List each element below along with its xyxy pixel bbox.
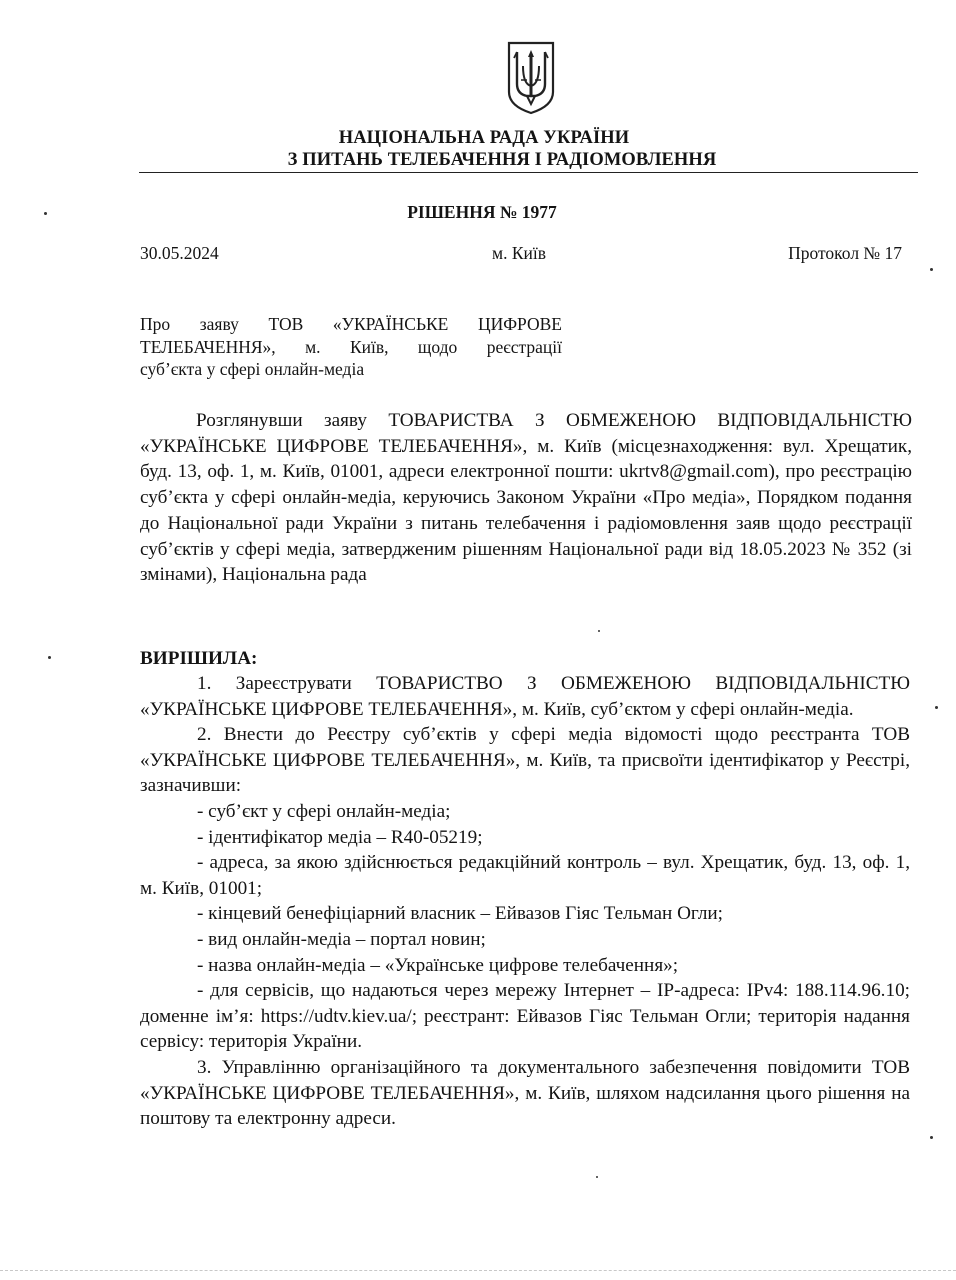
decision-subject	[140, 313, 562, 381]
header-divider	[139, 172, 918, 173]
registry-detail-item: - вид онлайн-медіа – портал новин;	[197, 928, 486, 950]
resolution-item-3: 3. Управлінню організаційного та документального забезпечення повідомити ТОВ «УКРАЇНСЬКЕ ЦИФРОВЕ ТЕЛЕБАЧЕННЯ», м. Київ, шляхом надсилання цього рішення на поштову та електронну адреси.	[140, 1056, 910, 1130]
scan-speck	[48, 656, 51, 659]
decision-title: РІШЕННЯ № 1977	[407, 202, 557, 222]
resolution-item-1: 1. Зареєструвати ТОВАРИСТВО З ОБМЕЖЕНОЮ ВІДПОВІДАЛЬНІСТЮ «УКРАЇНСЬКЕ ЦИФРОВЕ ТЕЛЕБАЧЕННЯ», м. Київ, суб’єктом у сфері онлайн-медіа.	[140, 673, 910, 720]
registry-detail-item: - адреса, за якою здійснюється редакційний контроль – вул. Хрещатик, буд. 13, оф. 1, м. Київ, 01001;	[140, 852, 910, 899]
subject-line: Про заяву ТОВ «УКРАЇНСЬКЕ ЦИФРОВЕ	[140, 314, 562, 334]
decision-city: м. Київ	[492, 243, 546, 263]
scan-speck	[935, 706, 938, 709]
protocol-number: Протокол № 17	[788, 243, 902, 263]
scan-speck	[598, 630, 600, 632]
scan-speck	[596, 1176, 598, 1178]
preamble-paragraph: Розглянувши заяву ТОВАРИСТВА З ОБМЕЖЕНОЮ ВІДПОВІДАЛЬНІСТЮ «УКРАЇНСЬКЕ ЦИФРОВЕ ТЕЛЕБАЧЕННЯ», м. Київ (місцезнаходження: вул. Хрещатик, буд. 13, оф. 1, м. Київ, 01001, адреси електронної пошти: ukrtv8@gmail.com), про реєстрацію суб’єкта у сфері онлайн-медіа, керуючись Законом України «Про медіа», Порядком подання до Національної ради України з питань телебачення і радіомовлення заяв щодо реєстрації суб’єктів у сфері медіа, затвердженим рішенням Національної ради від 18.05.2023 № 352 (зі змінами), Національна рада	[140, 410, 912, 586]
registry-detail-item: - назва онлайн-медіа – «Українське цифрове телебачення»;	[197, 954, 679, 976]
decision-meta-row	[140, 243, 902, 267]
resolved-heading: ВИРІШИЛА:	[140, 648, 258, 669]
subject-line: ТЕЛЕБАЧЕННЯ», м. Київ, щодо реєстрації	[140, 336, 562, 357]
council-name-line1: НАЦІОНАЛЬНА РАДА УКРАЇНИ	[338, 128, 630, 148]
subject-line: суб’єкта у сфері онлайн-медіа	[140, 359, 365, 379]
resolution-item-2: 2. Внести до Реєстру суб’єктів у сфері медіа відомості щодо реєстранта ТОВ «УКРАЇНСЬКЕ ЦИФРОВЕ ТЕЛЕБАЧЕННЯ», м. Київ, та присвоїти ідентифікатор у Реєстрі, зазначивши:	[140, 724, 910, 797]
registry-detail-item: - для сервісів, що надаються через мережу Інтернет – IP-адреса: IPv4: 188.114.96.10; доменне ім’я: https://udtv.kiev.ua/; реєстрант: Ейвазов Гіяс Тельман Огли; територія надання сервісу: територія України.	[140, 980, 910, 1053]
decision-date: 30.05.2024	[140, 243, 219, 263]
trident-emblem-icon	[505, 40, 557, 116]
resolution-items	[140, 671, 910, 1132]
registry-detail-item: - ідентифікатор медіа – R40-05219;	[197, 826, 483, 848]
registry-detail-item: - кінцевий бенефіціарний власник – Ейвазов Гіяс Тельман Огли;	[197, 903, 724, 925]
registry-detail-item: - суб’єкт у сфері онлайн-медіа;	[197, 800, 451, 822]
scan-speck	[930, 268, 933, 271]
scan-speck	[44, 212, 47, 215]
scan-speck	[930, 1136, 933, 1139]
council-name-line2: З ПИТАНЬ ТЕЛЕБАЧЕННЯ І РАДІОМОВЛЕННЯ	[287, 150, 717, 170]
scan-edge-line	[0, 1270, 956, 1271]
